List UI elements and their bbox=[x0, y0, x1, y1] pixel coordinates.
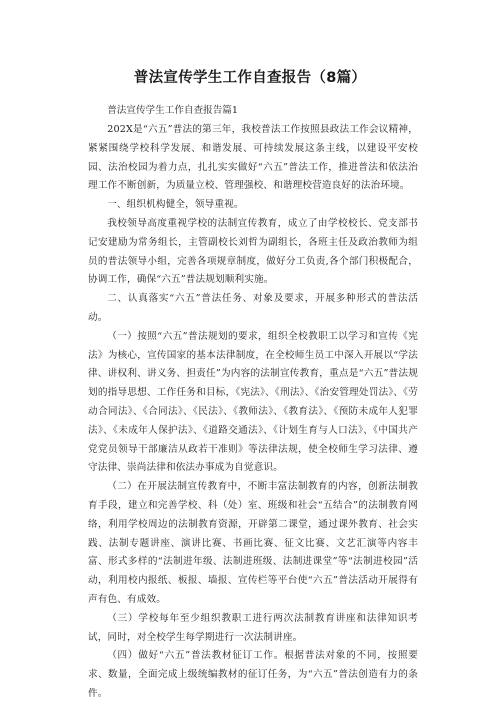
document-body bbox=[88, 104, 418, 704]
heading-section-2: 二、认真落实“六五”普法任务、对象及要求，开展多种形式的普法活动。 bbox=[88, 293, 418, 323]
paragraph-item-3: （三）学校每年至少组织教职工进行两次法制教育讲座和法律知识考试，同时，对全校学生每学期进行一次法制讲座。 bbox=[88, 612, 418, 643]
document-title: 普法宣传学生工作自查报告（8篇） bbox=[133, 70, 367, 86]
paragraph-item-1: （一）按照“六五”普法规划的要求，组织全校教职工以学习和宣传《宪法》为核心，宣传国家的基本法律制度，在全校师生员工中深入开展以“学法律、讲权利、讲义务、担责任”为内容的法制宣传教育，重点是“六五”普法规划的指导思想、工作任务和目标，《宪法》、《刑法》、《治安管理处罚法》、《劳动合同法》、《合同法》、《民法》、《教师法》、《教育法》、《预防未成年人犯罪法》、《未成年人保护法》、《道路交通法》、《计划生育与人口法》、《中国共产党党员领导干部廉洁从政若干准则》等法律法规，使全校师生学习法律、遵守法律、崇尚法律和依法办事成为自觉意识。 bbox=[88, 330, 418, 474]
paragraph-intro: 202X是“六五”普法的第三年，我校普法工作按照县政法工作会议精神，紧紧围绕学校科学发展、和谐发展、可持续发展这条主线，以建设平安校园、法治校园为着力点，扎扎实实做好“六五”普法工作，推进普法和依法治理工作不断创新，为质量立校、管理强校、和谐理校营造良好的法治环境。 bbox=[88, 124, 418, 192]
heading-section-1: 一、组织机构健全，领导重视。 bbox=[107, 199, 244, 211]
paragraph-item-2: （二）在开展法制宣传教育中，不断丰富法制教育的内容，创新法制教育手段，建立和完善学校、科（处）室、班级和社会“五结合”的法制教育网络，利用学校周边的法制教育资源，开辟第二课堂，通过课外教育、社会实践、法制专题讲座、演讲比赛、书画比赛、征文比赛、文艺汇演等内容丰富、形式多样的“法制进年级、法制进班级、法制进课堂”等“法制进校园”活动，利用校内报纸、板报、墙报、宣传栏等平台使“六五”普法活动开展得有声有色、有成效。 bbox=[88, 481, 418, 605]
section-subtitle: 普法宣传学生工作自查报告篇1 bbox=[107, 105, 239, 116]
paragraph-item-4: （四）做好“六五”普法教材征订工作。根据普法对象的不同，按照要求、数量，全面完成上级统编教材的征订任务，为“六五”普法创造有力的条件。 bbox=[88, 650, 418, 699]
paragraph-organization: 我校领导高度重视学校的法制宣传教育，成立了由学校校长、党支部书记安建励为常务组长，主管副校长刘哲为副组长，各班主任及政治教师为组员的普法领导小组，完善各项规章制度，做好分工负责,各个部门积极配合，协调工作，确保“六五”普法规划顺利实施。 bbox=[88, 217, 418, 286]
